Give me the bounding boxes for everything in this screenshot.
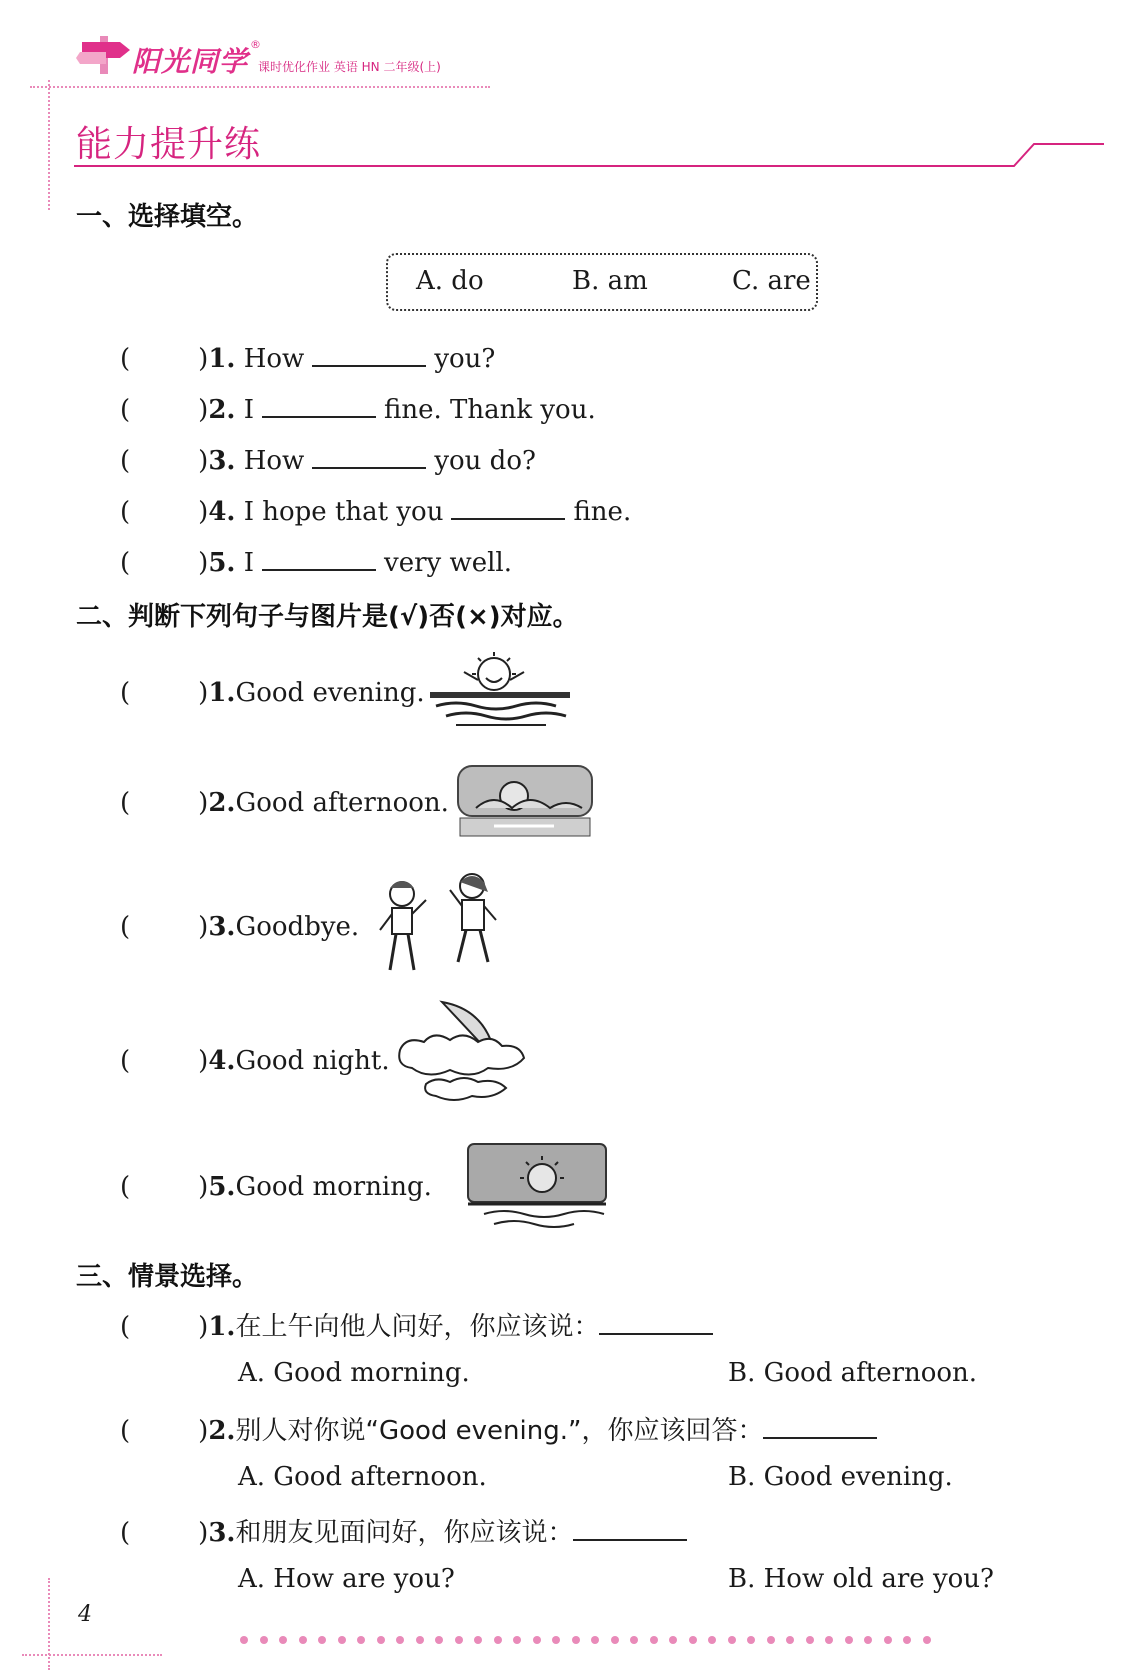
option-b: B. am [572, 266, 648, 296]
footer-dot [338, 1636, 346, 1644]
footer-dot [611, 1636, 619, 1644]
part3-item-3-choice-a[interactable]: A. How are you? [238, 1564, 455, 1594]
footer-dot [708, 1636, 716, 1644]
part3-item-3: ( )3.和朋友见面问好，你应该说： [120, 1512, 695, 1549]
footer-dot [533, 1636, 541, 1644]
part1-question-1: ( )1. How you? [120, 344, 496, 374]
moon-and-clouds-icon [392, 1000, 538, 1112]
section-title: 能力提升练 [76, 124, 262, 165]
footer-dot [728, 1636, 736, 1644]
footer-dot [513, 1636, 521, 1644]
footer-dot [923, 1636, 931, 1644]
footer-dot [903, 1636, 911, 1644]
sun-over-water-icon [464, 1140, 610, 1228]
part1-question-5: ( )5. I very well. [120, 548, 513, 578]
part2-item-1: ( )1.Good evening. [120, 678, 425, 708]
fill-blank[interactable] [451, 498, 565, 520]
footer-dot [435, 1636, 443, 1644]
part2-item-2: ( )2.Good afternoon. [120, 788, 449, 818]
footer-dot [572, 1636, 580, 1644]
footer-dot [806, 1636, 814, 1644]
margin-dotted-rule-bottom [48, 1578, 50, 1670]
option-c: C. are [732, 266, 811, 296]
part2-item-3: ( )3.Goodbye. [120, 912, 360, 942]
footer-dot [416, 1636, 424, 1644]
part1-question-3: ( )3. How you do? [120, 446, 536, 476]
signpost-logo-icon [76, 34, 134, 74]
part2-item-4: ( )4.Good night. [120, 1046, 390, 1076]
footer-dot [845, 1636, 853, 1644]
footer-dot [825, 1636, 833, 1644]
footer-dotted-rule [22, 1654, 162, 1656]
footer-dot [299, 1636, 307, 1644]
footer-dot [318, 1636, 326, 1644]
footer-dot [591, 1636, 599, 1644]
footer-dot [377, 1636, 385, 1644]
two-children-waving-icon [374, 870, 514, 982]
footer-dot [689, 1636, 697, 1644]
part3-item-2-choice-a[interactable]: A. Good afternoon. [238, 1462, 487, 1492]
page-number: 4 [78, 1602, 92, 1627]
footer-dot [884, 1636, 892, 1644]
footer-dot [864, 1636, 872, 1644]
footer-dot [357, 1636, 365, 1644]
part2-heading: 二、判断下列句子与图片是(√)否(×)对应。 [76, 602, 579, 632]
brand-name: 阳光同学 [132, 45, 249, 78]
fill-blank[interactable] [312, 345, 426, 367]
book-subtitle: 课时优化作业 英语 HN 二年级(上) [258, 60, 441, 74]
footer-dot [552, 1636, 560, 1644]
part1-heading: 一、选择填空。 [76, 202, 259, 232]
footer-dot [650, 1636, 658, 1644]
fill-blank[interactable] [312, 447, 426, 469]
fill-blank[interactable] [573, 1519, 687, 1541]
option-a: A. do [416, 266, 484, 296]
footer-dot [747, 1636, 755, 1644]
title-underline [74, 136, 1104, 170]
fill-blank[interactable] [262, 549, 376, 571]
part1-question-2: ( )2. I fine. Thank you. [120, 395, 596, 425]
part3-heading: 三、情景选择。 [76, 1262, 259, 1292]
part3-item-1-choice-a[interactable]: A. Good morning. [238, 1358, 470, 1388]
part3-item-1: ( )1.在上午向他人问好，你应该说： [120, 1306, 721, 1343]
footer-dot [767, 1636, 775, 1644]
fill-blank[interactable] [599, 1313, 713, 1335]
part2-item-5: ( )5.Good morning. [120, 1172, 432, 1202]
part3-item-3-choice-b[interactable]: B. How old are you? [728, 1564, 994, 1594]
footer-dot [396, 1636, 404, 1644]
sunset-over-sea-icon [454, 762, 596, 840]
footer-dot [240, 1636, 248, 1644]
footer-dot [455, 1636, 463, 1644]
footer-dot [494, 1636, 502, 1644]
fill-blank[interactable] [763, 1417, 877, 1439]
footer-dot [474, 1636, 482, 1644]
sunrise-over-sea-icon [426, 650, 574, 730]
part3-item-1-choice-b[interactable]: B. Good afternoon. [728, 1358, 978, 1388]
footer-dot [279, 1636, 287, 1644]
header-dotted-rule [30, 86, 490, 88]
footer-dot [630, 1636, 638, 1644]
fill-blank[interactable] [262, 396, 376, 418]
footer-dot [260, 1636, 268, 1644]
part3-item-2-choice-b[interactable]: B. Good evening. [728, 1462, 953, 1492]
footer-dot [669, 1636, 677, 1644]
part3-item-2: ( )2.别人对你说“Good evening.”，你应该回答： [120, 1410, 885, 1447]
margin-dotted-rule-top [48, 80, 50, 210]
part1-question-4: ( )4. I hope that you fine. [120, 497, 632, 527]
footer-dot [786, 1636, 794, 1644]
registered-mark: ® [250, 38, 261, 51]
